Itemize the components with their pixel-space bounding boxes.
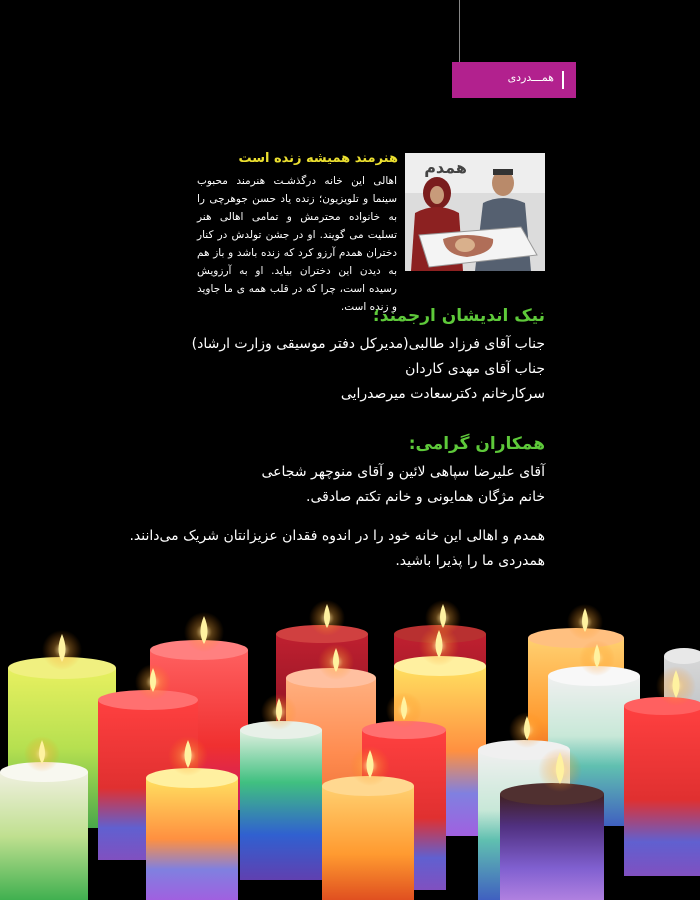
- tab-hanging-line: [459, 0, 460, 62]
- birthday-photo: [405, 153, 545, 271]
- tab-divider-bar: [562, 71, 564, 89]
- condolence-line: همدردی ما را پذیرا باشید.: [395, 553, 545, 569]
- section-tab-label: همـــدردی: [507, 71, 554, 84]
- benefactor-line: سرکارخانم دکترسعادت میرصدرایی: [340, 386, 545, 402]
- benefactors-heading: نیک اندیشان ارجمند؛: [373, 306, 545, 326]
- colleagues-heading: همکاران گرامی:: [408, 434, 545, 454]
- colleague-line: آقای علیرضا سپاهی لائین و آقای منوچهر شجاعی: [261, 464, 545, 480]
- condolence-line: همدم و اهالی این خانه خود را در اندوه فقدان عزیزانتان شریک می‌دانند.: [129, 528, 545, 544]
- benefactor-line: جناب آقای مهدی کاردان: [405, 361, 545, 377]
- section-tab: [452, 62, 576, 98]
- benefactor-line: جناب آقای فرزاد طالبی(مدیرکل دفتر موسیقی وزارت ارشاد): [191, 336, 545, 352]
- colleague-line: خانم مژگان همایونی و خانم تکتم صادقی.: [306, 489, 545, 505]
- photo-banner-text: همدم: [424, 158, 467, 177]
- candles-illustration: [0, 590, 700, 900]
- story-body: اهالی این خانه درگذشـت هنرمند محبوب سینما و تلویزیون؛ زنده یاد حسن جوهرچی را به خانواده محترمش و تمامی اهالی هنر تسلیت می گویند. او در جشن تولدش در کنار دختران همدم آرزو کرد که زنده باشد و باز هم به دیدن این دختران بیاید. او به آرزویش رسیده است، چرا که در قلب همه ی ما جاوید و زنده است.: [197, 175, 397, 313]
- story-title: هنرمند همیشه زنده است: [238, 151, 398, 166]
